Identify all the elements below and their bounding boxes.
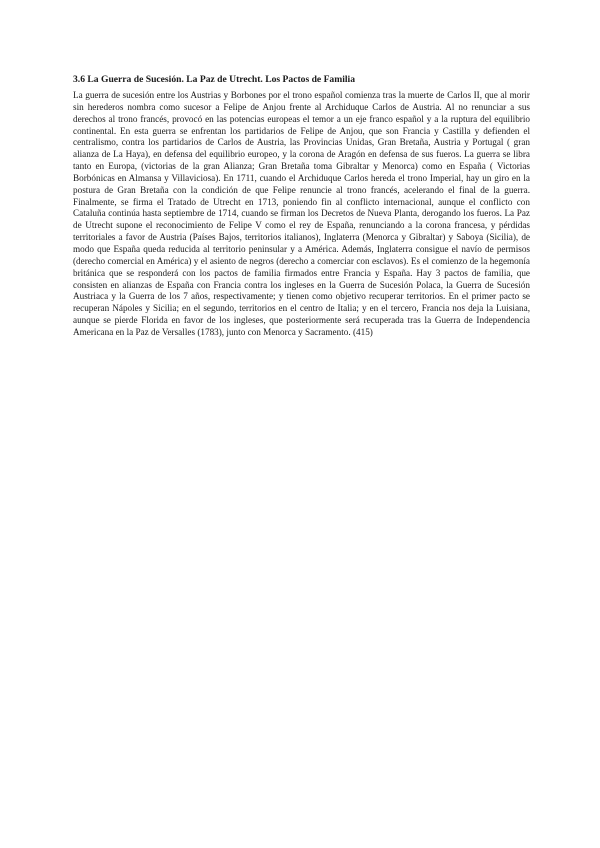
document-content — [73, 73, 530, 339]
body-paragraph: La guerra de sucesión entre los Austrias y Borbones por el trono español comienza tras la muerte de Carlos II, que al morir sin herederos nombra como sucesor a Felipe de Anjou frente al Archiduque Carlos de Austria. Al no renunciar a sus derechos al trono francés, provocó en las potencias europeas el temor a un eje franco español y a la ruptura del equilibrio continental. En esta guerra se enfrentan los partidarios de Felipe de Anjou, que son Francia y Castilla y defienden el centralismo, contra los partidarios de Carlos de Austria, las Provincias Unidas, Gran Bretaña, Austria y Portugal ( gran alianza de La Haya), en defensa del equilibrio europeo, y la corona de Aragón en defensa de sus fueros. La guerra se libra tanto en Europa, (victorias de la gran Alianza; Gran Bretaña toma Gibraltar y Menorca) como en España ( Victorias Borbónicas en Almansa y Villaviciosa). En 1711, cuando el Archiduque Carlos hereda el trono Imperial, hay un giro en la postura de Gran Bretaña con la condición de que Felipe renuncie al trono francés, acelerando el final de la guerra. Finalmente, se firma el Tratado de Utrecht en 1713, poniendo fin al conflicto internacional, aunque el conflicto con Cataluña continúa hasta septiembre de 1714, cuando se firman los Decretos de Nueva Planta, derogando los fueros. La Paz de Utrecht supone el reconocimiento de Felipe V como el rey de España, renunciando a la corona francesa, y pérdidas territoriales a favor de Austria (Países Bajos, territorios italianos), Inglaterra (Menorca y Gibraltar) y Saboya (Sicilia), de modo que España queda reducida al territorio peninsular y a América. Además, Inglaterra consigue el navío de permisos (derecho comercial en América) y el asiento de negros (derecho a comerciar con esclavos). Es el comienzo de la hegemonía británica que se responderá con los pactos de familia firmados entre Francia y España. Hay 3 pactos de familia, que consisten en alianzas de España con Francia contra los ingleses en la Guerra de Sucesión Polaca, la Guerra de Sucesión Austriaca y la Guerra de los 7 años, respectivamente; y tienen como objetivo recuperar territorios. En el primer pacto se recuperan Nápoles y Sicilia; en el segundo, territorios en el centro de Italia; y en el tercero, Francia nos deja la Luisiana, aunque se pierde Florida en favor de los ingleses, que posteriormente será recuperada tras la Guerra de Independencia Americana en la Paz de Versalles (1783), junto con Menorca y Sacramento. (415) — [73, 90, 530, 337]
section-heading: 3.6 La Guerra de Sucesión. La Paz de Utrecht. Los Pactos de Familia — [73, 74, 356, 85]
